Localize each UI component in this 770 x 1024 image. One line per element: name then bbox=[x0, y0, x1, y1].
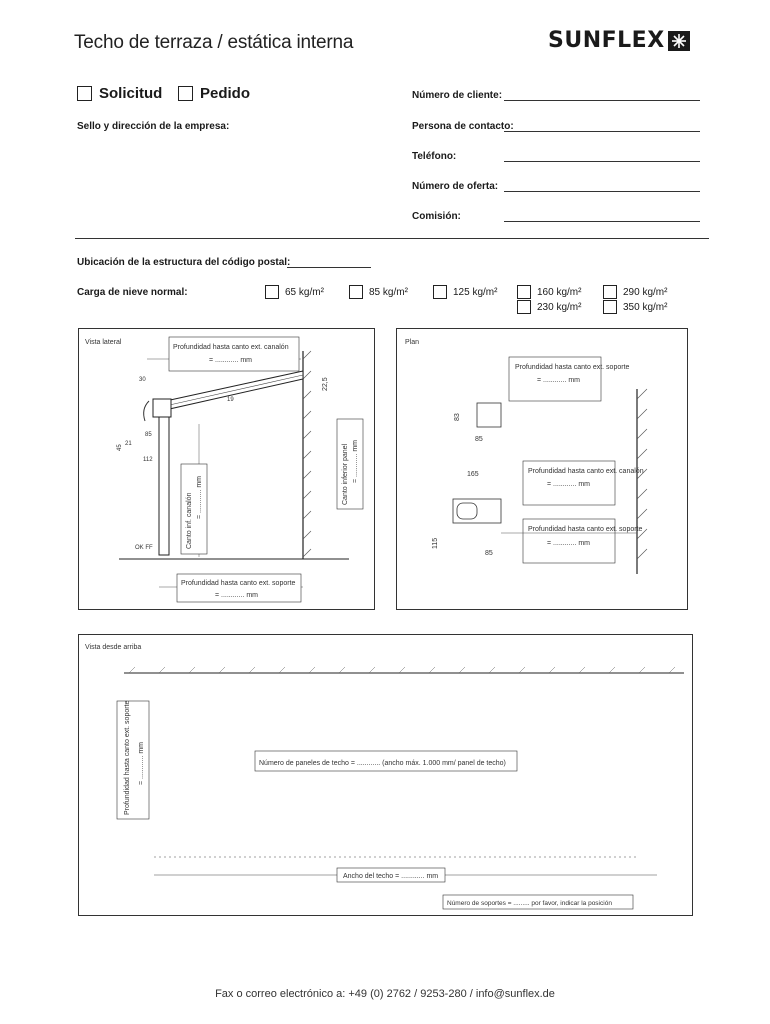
side-view-drawing bbox=[79, 329, 376, 611]
side-depth-gutter-value: = ............ mm bbox=[209, 357, 252, 364]
snow-option-65[interactable]: 65 kg/m² bbox=[265, 285, 324, 299]
plan-view-title: Plan bbox=[405, 339, 420, 346]
svg-text:22,5: 22,5 bbox=[322, 377, 329, 391]
snow-checkbox-65[interactable] bbox=[265, 285, 279, 299]
snow-checkbox-350[interactable] bbox=[603, 300, 617, 314]
snow-option-85[interactable]: 85 kg/m² bbox=[349, 285, 408, 299]
side-depth-gutter-label: Profundidad hasta canto ext. canalón bbox=[173, 344, 289, 351]
snow-checkbox-160[interactable] bbox=[517, 285, 531, 299]
snow-load-label: Carga de nieve normal: bbox=[77, 287, 188, 298]
logo-text: SUNFLEX bbox=[548, 28, 665, 53]
snow-option-160[interactable]: 160 kg/m² bbox=[517, 285, 581, 299]
plan-view-panel bbox=[396, 328, 688, 610]
svg-text:= ............ mm: = ............ mm bbox=[537, 377, 580, 384]
lower-edge-label: Canto inf. canalón bbox=[186, 492, 193, 549]
snow-option-230[interactable]: 230 kg/m² bbox=[517, 300, 581, 314]
svg-text:21: 21 bbox=[125, 441, 132, 447]
snow-option-290[interactable]: 290 kg/m² bbox=[603, 285, 667, 299]
phone-label: Teléfono: bbox=[412, 151, 457, 162]
plan-view-drawing bbox=[397, 329, 689, 611]
svg-text:85: 85 bbox=[485, 550, 493, 557]
postal-code-field[interactable] bbox=[287, 267, 371, 268]
commission-label: Comisión: bbox=[412, 211, 461, 222]
offer-number-label: Número de oferta: bbox=[412, 181, 499, 192]
snow-option-125[interactable]: 125 kg/m² bbox=[433, 285, 497, 299]
snow-option-350[interactable]: 350 kg/m² bbox=[603, 300, 667, 314]
offer-number-field[interactable] bbox=[504, 191, 700, 192]
page-title: Techo de terraza / estática interna bbox=[74, 32, 354, 53]
gutter bbox=[153, 399, 171, 417]
svg-text:19: 19 bbox=[227, 397, 234, 403]
top-view-drawing bbox=[79, 635, 694, 917]
order-label: Pedido bbox=[200, 85, 251, 102]
svg-text:85: 85 bbox=[145, 432, 152, 438]
contact-person-field[interactable] bbox=[504, 131, 700, 132]
supports-count-text: Número de soportes = ......... por favor, indicar la posición bbox=[447, 900, 612, 907]
panel-lower-edge-label: Canto inferior panel bbox=[342, 443, 349, 505]
location-label: Ubicación de la estructura del código postal: bbox=[77, 257, 291, 268]
svg-text:112: 112 bbox=[143, 457, 153, 463]
order-checkbox[interactable] bbox=[178, 86, 193, 101]
panels-count-text: Número de paneles de techo = ............ (ancho máx. 1.000 mm/ panel de techo) bbox=[259, 760, 506, 767]
depth-gutter-box bbox=[169, 337, 299, 371]
svg-text:115: 115 bbox=[432, 537, 439, 549]
contact-person-label: Persona de contacto: bbox=[412, 121, 514, 132]
top-view-title: Vista desde arriba bbox=[85, 644, 142, 651]
side-depth-support-value: = ............ mm bbox=[215, 592, 258, 599]
customer-number-label: Número de cliente: bbox=[412, 90, 503, 101]
snow-checkbox-230[interactable] bbox=[517, 300, 531, 314]
svg-text:= ............ mm: = ............ mm bbox=[547, 540, 590, 547]
customer-number-field[interactable] bbox=[504, 100, 700, 101]
snow-checkbox-125[interactable] bbox=[433, 285, 447, 299]
svg-text:Profundidad hasta canto ext. s: Profundidad hasta canto ext. soporte bbox=[528, 526, 643, 533]
svg-text:= ............ mm: = ............ mm bbox=[138, 742, 145, 785]
lower-edge-value: = ............ mm bbox=[196, 476, 203, 519]
request-checkbox[interactable] bbox=[77, 86, 92, 101]
side-depth-support-label: Profundidad hasta canto ext. soporte bbox=[181, 580, 296, 587]
request-label: Solicitud bbox=[99, 85, 163, 102]
svg-text:45: 45 bbox=[117, 444, 123, 451]
request-option[interactable] bbox=[77, 85, 162, 102]
phone-field[interactable] bbox=[504, 161, 700, 162]
svg-text:= ............ mm: = ............ mm bbox=[547, 481, 590, 488]
svg-text:Profundidad hasta canto ext. c: Profundidad hasta canto ext. canalón bbox=[528, 468, 644, 475]
side-view-title: Vista lateral bbox=[85, 339, 122, 346]
top-view-panel bbox=[78, 634, 693, 916]
svg-text:OK FF: OK FF bbox=[135, 545, 153, 551]
svg-text:83: 83 bbox=[454, 413, 461, 421]
order-option[interactable] bbox=[178, 85, 250, 102]
panel-lower-edge-value: = ............ mm bbox=[352, 440, 359, 483]
svg-text:30: 30 bbox=[139, 377, 146, 383]
footer-contact: Fax o correo electrónico a: +49 (0) 2762 / 9253-280 / info@sunflex.de bbox=[215, 988, 555, 1000]
svg-text:165: 165 bbox=[467, 471, 479, 478]
svg-text:Profundidad hasta canto ext. s: Profundidad hasta canto ext. soporte bbox=[515, 364, 630, 371]
section-divider bbox=[75, 238, 709, 239]
side-view-panel bbox=[78, 328, 375, 610]
roof-panel bbox=[161, 371, 303, 410]
snow-checkbox-290[interactable] bbox=[603, 285, 617, 299]
roof-width-text: Ancho del techo = ............ mm bbox=[343, 873, 439, 880]
svg-text:85: 85 bbox=[475, 436, 483, 443]
company-stamp-label: Sello y dirección de la empresa: bbox=[77, 121, 230, 132]
sunflex-logo bbox=[548, 28, 690, 53]
svg-text:Profundidad hasta canto ext. s: Profundidad hasta canto ext. soporte bbox=[124, 700, 131, 815]
commission-field[interactable] bbox=[504, 221, 700, 222]
support-post bbox=[159, 417, 169, 555]
snow-checkbox-85[interactable] bbox=[349, 285, 363, 299]
logo-star-icon bbox=[668, 31, 690, 51]
